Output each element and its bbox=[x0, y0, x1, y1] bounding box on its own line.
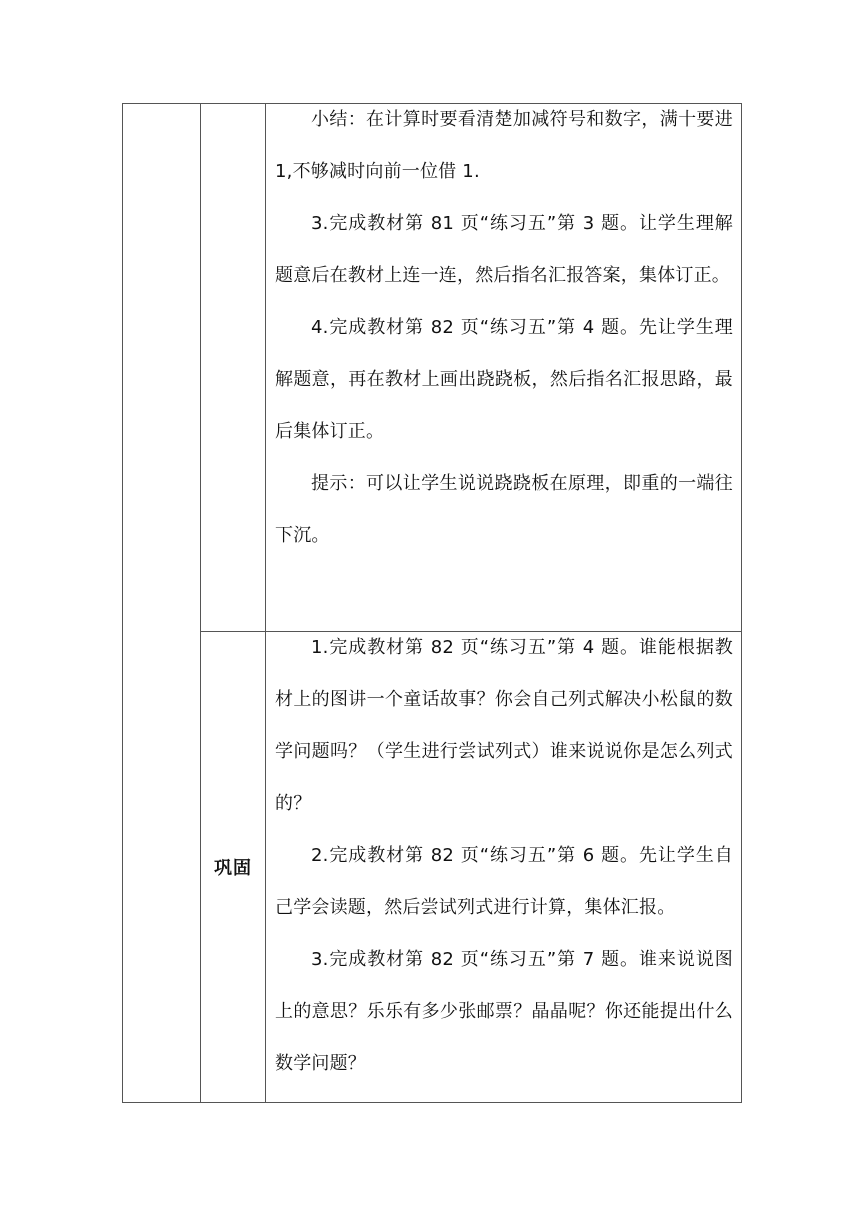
table-row bbox=[123, 632, 742, 1103]
outer-left-cell bbox=[123, 104, 201, 1103]
section-label bbox=[201, 104, 266, 632]
content-cell bbox=[266, 104, 742, 632]
paragraph-practice-1: 1.完成教材第 82 页“练习五”第 4 题。谁能根据教材上的图讲一个童话故事？你会自己列式解决小松鼠的数学问题吗？（学生进行尝试列式）谁来说说你是怎么列式的？ bbox=[275, 637, 733, 814]
paragraph-practice-3: 3.完成教材第 82 页“练习五”第 7 题。谁来说说图上的意思？乐乐有多少张邮票？晶晶呢？你还能提出什么数学问题？ bbox=[275, 949, 733, 1074]
table-row bbox=[123, 104, 742, 632]
paragraph-hint: 提示：可以让学生说说跷跷板在原理，即重的一端往下沉。 bbox=[275, 473, 733, 546]
section-label-consolidate: 巩固 bbox=[201, 632, 266, 1103]
content-cell bbox=[266, 632, 742, 1103]
paragraph-exercise-4: 4.完成教材第 82 页“练习五”第 4 题。先让学生理解题意，再在教材上画出跷跷板，然后指名汇报思路，最后集体订正。 bbox=[275, 317, 733, 442]
paragraph-summary: 小结：在计算时要看清楚加减符号和数字，满十要进 1,不够减时向前一位借 1. bbox=[275, 109, 733, 182]
lesson-plan-table bbox=[122, 103, 742, 1103]
paragraph-practice-2: 2.完成教材第 82 页“练习五”第 6 题。先让学生自己学会读题，然后尝试列式进行计算，集体汇报。 bbox=[275, 845, 733, 918]
paragraph-exercise-3: 3.完成教材第 81 页“练习五”第 3 题。让学生理解题意后在教材上连一连，然后指名汇报答案，集体订正。 bbox=[275, 213, 733, 286]
